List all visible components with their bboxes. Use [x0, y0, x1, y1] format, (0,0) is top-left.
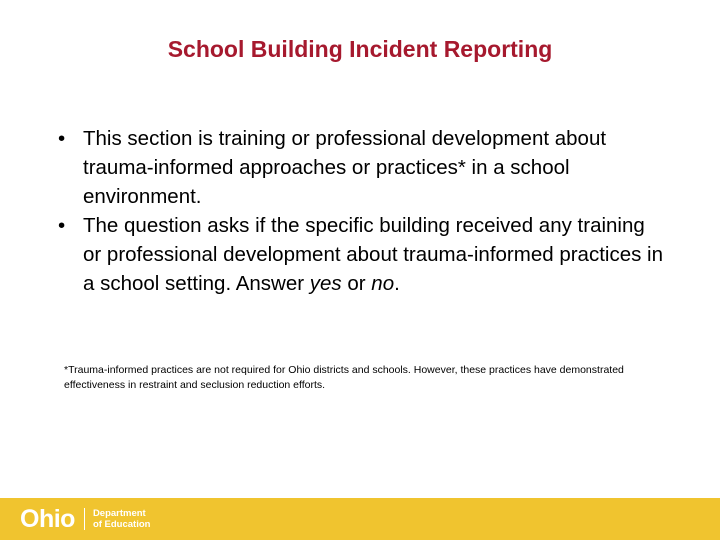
department-line-2: of Education	[92, 519, 151, 530]
department-name	[93, 508, 151, 530]
bullet-marker: •	[58, 214, 66, 237]
bullet-marker: •	[58, 127, 66, 150]
logo-divider	[84, 508, 85, 530]
bullet-text: This section is training or professional development about trauma-informed approaches or practices* in a school environment.	[83, 127, 607, 208]
ohio-department-of-education-logo	[20, 505, 150, 533]
answer-no: no	[371, 272, 395, 295]
bullet-item	[58, 124, 668, 211]
bullet-item	[58, 211, 668, 298]
slide-title: School Building Incident Reporting	[167, 36, 553, 62]
ohio-logo-mark: Ohio	[20, 505, 75, 533]
department-line-1: Department	[92, 508, 146, 519]
bullet-end: .	[394, 272, 400, 295]
answer-yes: yes	[309, 272, 342, 295]
footer-bar	[0, 498, 720, 540]
footnote: *Trauma-informed practices are not required for Ohio districts and schools. However, these practices have demonstrated effectiveness in restraint and seclusion reduction efforts.	[64, 364, 624, 391]
bullet-list	[58, 124, 668, 298]
bullet-text: The question asks if the specific building received any training or professional development about trauma-informed practices in a school setting. Answer	[83, 214, 663, 295]
answer-connector: or	[341, 272, 372, 295]
